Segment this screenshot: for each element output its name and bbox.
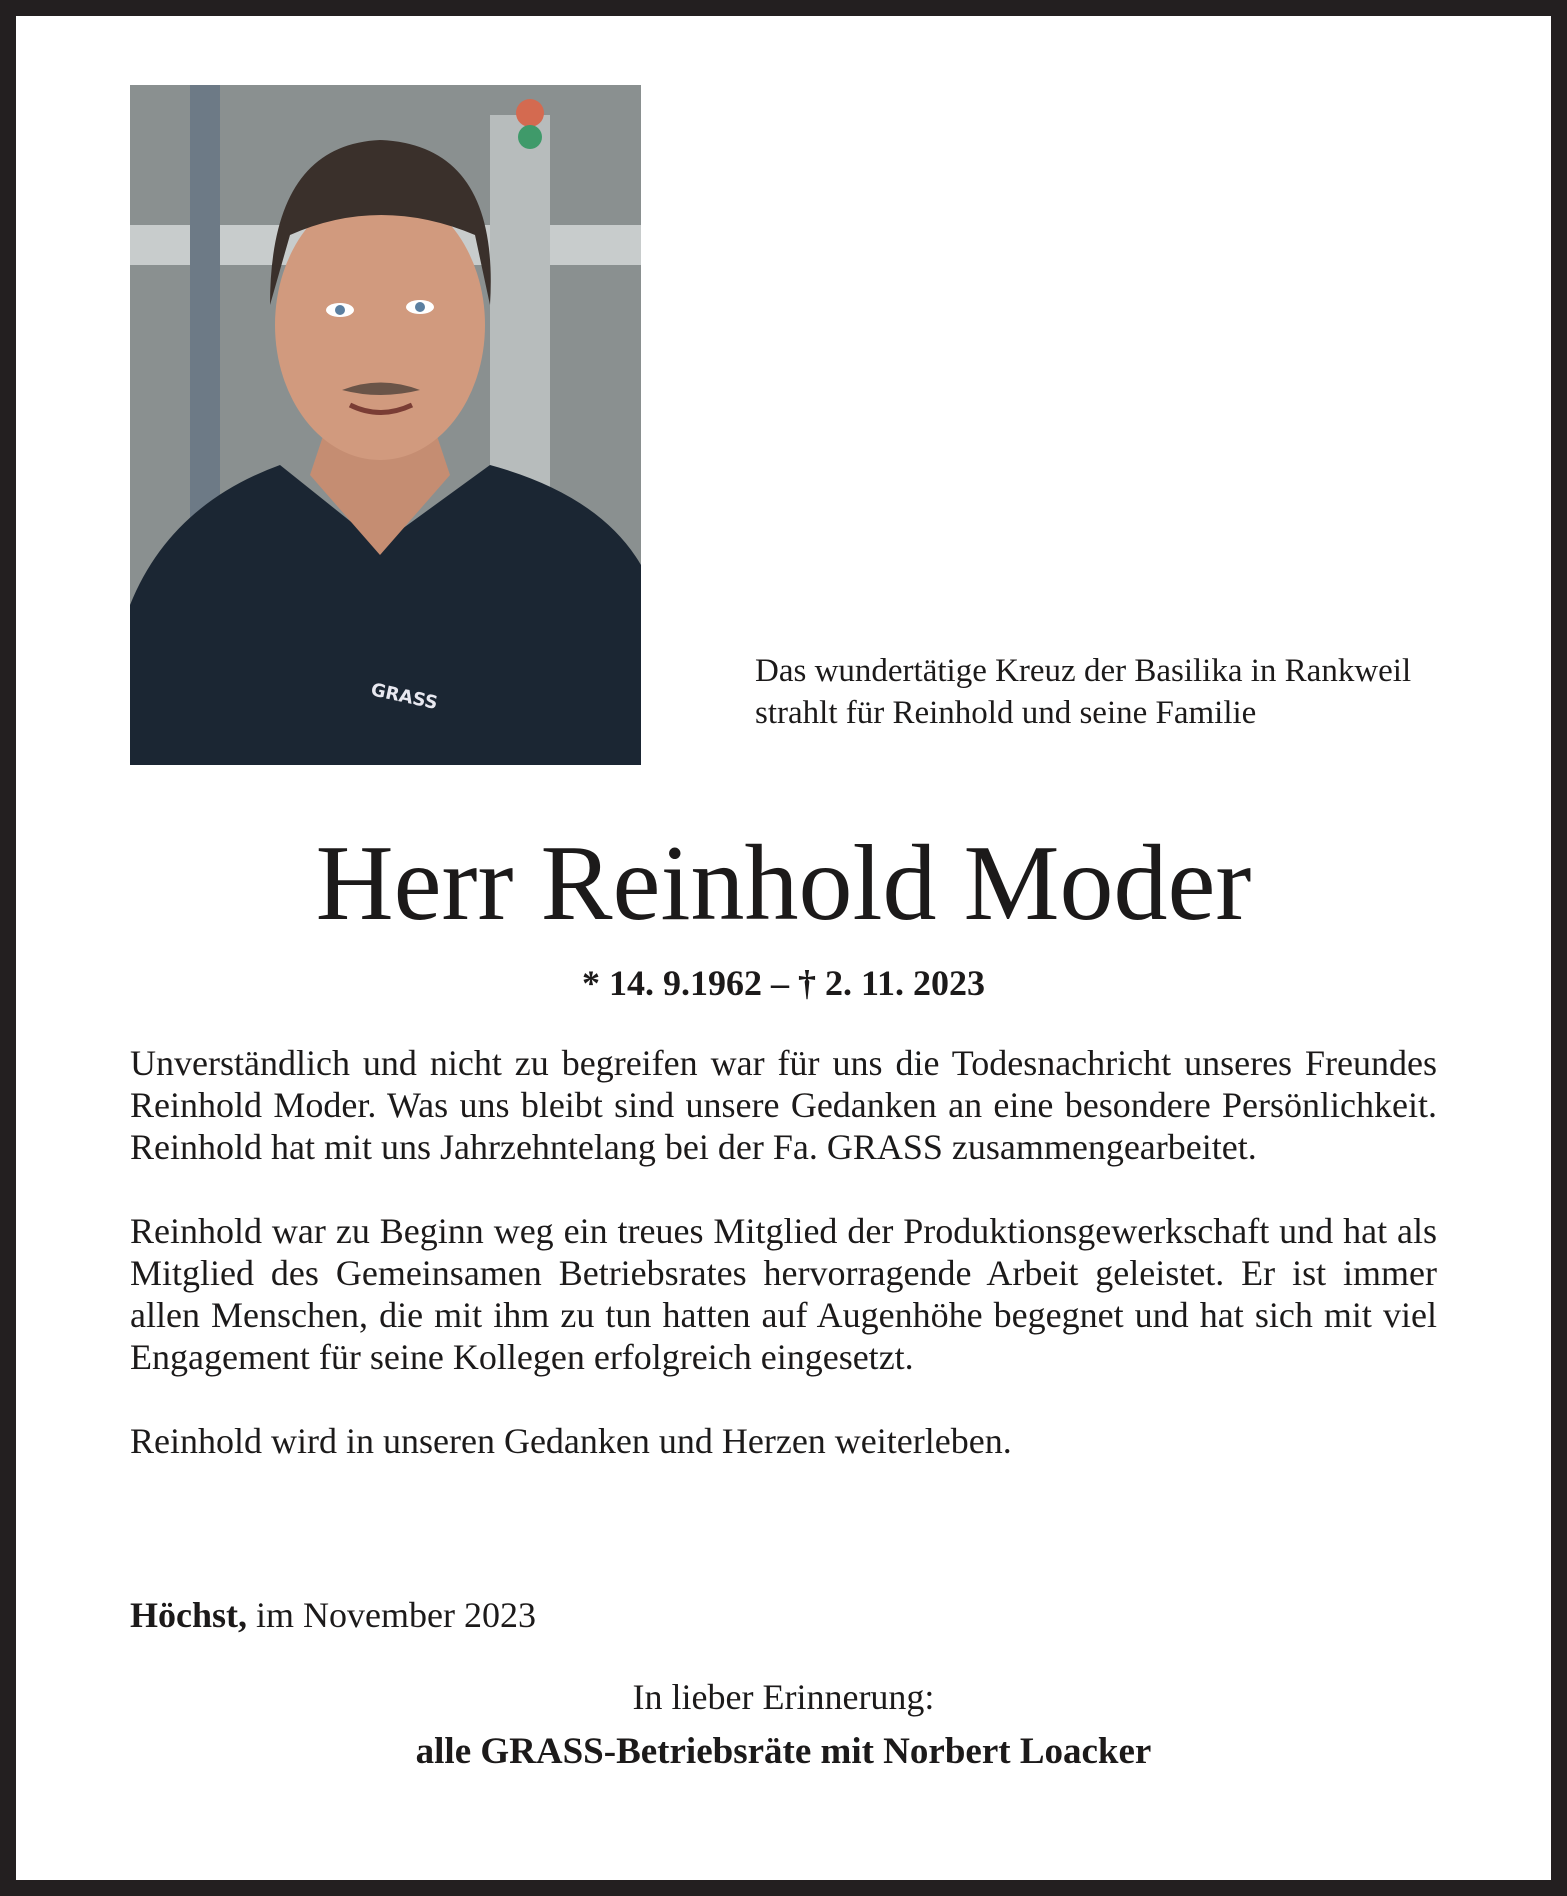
obituary-body bbox=[130, 1042, 1437, 1504]
place-town: Höchst, bbox=[130, 1595, 247, 1635]
life-dates: * 14. 9.1962 – † 2. 11. 2023 bbox=[581, 963, 985, 1003]
portrait-photo bbox=[130, 85, 641, 765]
memory-line: In lieber Erinnerung: bbox=[632, 1677, 935, 1717]
body-paragraph: Reinhold wird in unseren Gedanken und Herzen weiterleben. bbox=[130, 1421, 1012, 1461]
deceased-name: Herr Reinhold Moder bbox=[315, 824, 1252, 943]
body-paragraph: Unverständlich und nicht zu begreifen war für uns die Todesnachricht unseres Freundes Reinhold Moder. Was uns bleibt sind unsere Gedanken an eine besondere Persönlichkeit. Reinhold hat mit uns Jahrzehntelang bei der Fa. GRASS zusammengearbeitet. bbox=[130, 1043, 1437, 1167]
signers: alle GRASS-Betriebsräte mit Norbert Loacker bbox=[415, 1731, 1152, 1772]
obituary-page bbox=[16, 16, 1551, 1880]
tribute-text: Das wundertätige Kreuz der Basilika in Rankweil strahlt für Reinhold und seine Familie bbox=[755, 653, 1412, 731]
place-date-text: im November 2023 bbox=[247, 1595, 536, 1635]
place-date bbox=[130, 1594, 536, 1636]
svg-text:GRASS: GRASS bbox=[368, 679, 440, 714]
body-paragraph: Reinhold war zu Beginn weg ein treues Mitglied der Produktionsgewerkschaft und hat als Mitglied des Gemeinsamen Betriebsrates hervorragende Arbeit geleistet. Er ist immer allen Menschen, die mit ihm zu tun hatten auf Augenhöhe begegnet und hat sich mit viel Engagement für seine Kollegen erfolgreich eingesetzt. bbox=[130, 1211, 1437, 1377]
